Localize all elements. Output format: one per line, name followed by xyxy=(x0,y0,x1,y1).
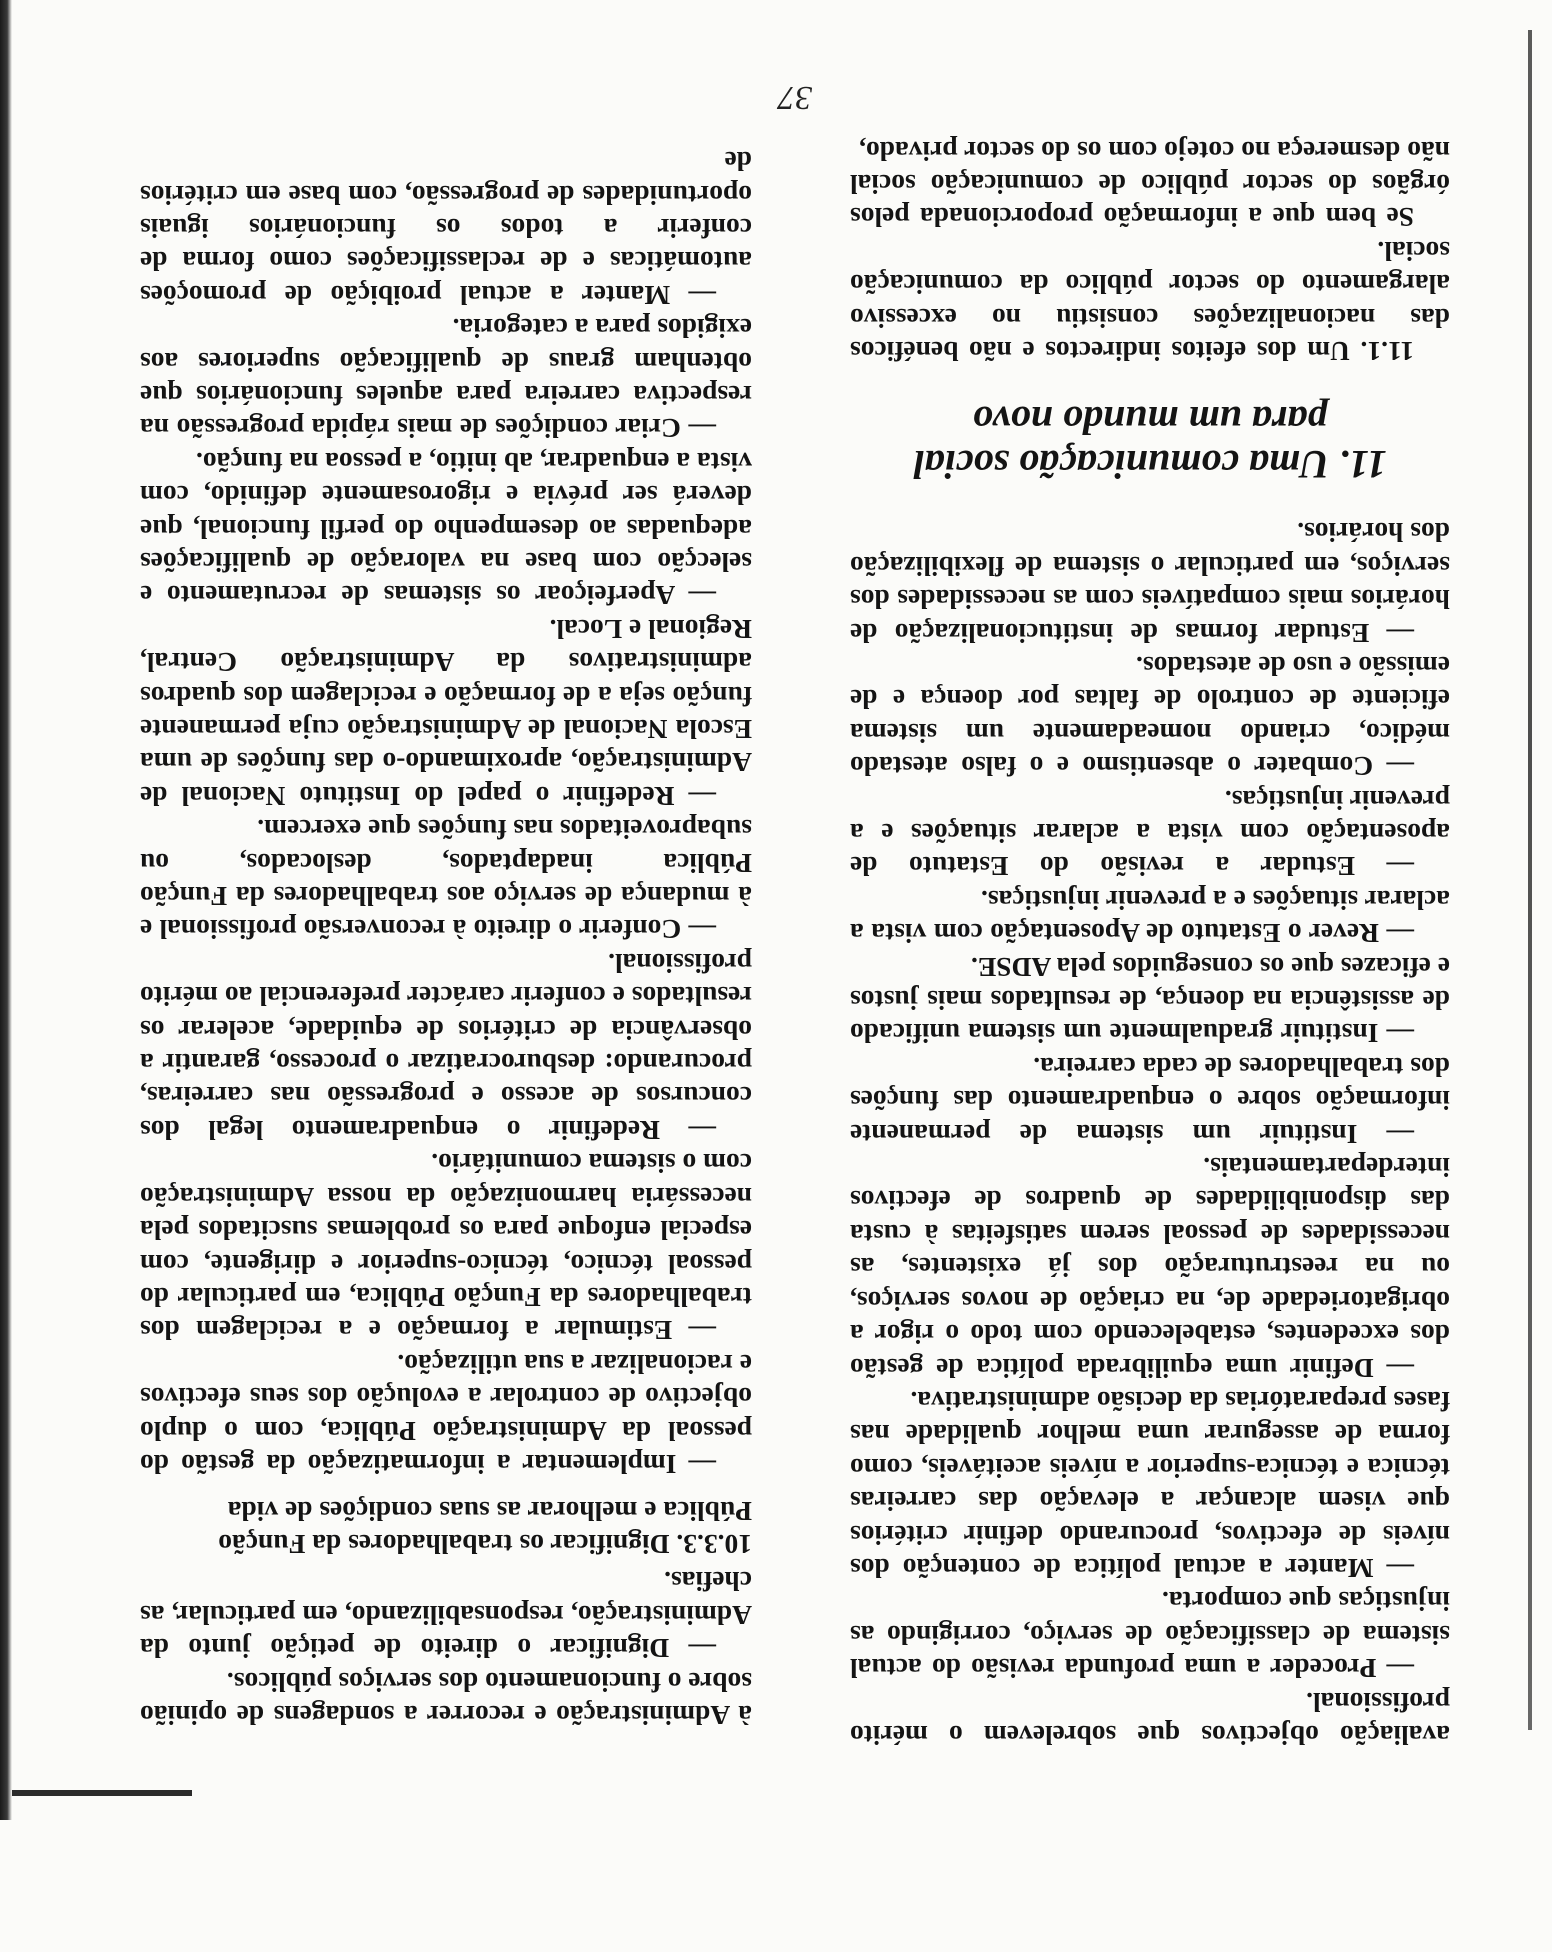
paragraph: — Estudar formas de institucionalização de horários mais compatíveis com as necessidades dos serviços, em particular o sistema de flexibilização dos horários. xyxy=(850,517,1450,649)
paragraph: à Administração e recorrer a sondagens de opinião sobre o funcionamento dos serviços públicos. xyxy=(140,1666,752,1731)
section-title xyxy=(850,398,1450,486)
paragraph: — Redefinir o enquadramento legal dos concursos de acesso e progressão nas carreiras, procurando: desburocratizar o processo, garantir a observância de critérios de equidade, acelerar os resultados e conferir carácter preferencial ao mérito profissional. xyxy=(140,947,752,1146)
paragraph: — Definir uma equilibrada política de gestão dos excedentes, estabelecendo com todo o rigor a obrigatoriedade de, na criação de novos serviços, ou na reestruturação dos já existentes, as necessidades de pessoal serem satisfeitas à custa das disponibilidades de quadros de efectivos interdepartamentais. xyxy=(850,1152,1450,1384)
page-number: 37 xyxy=(778,79,812,116)
paragraph: — Manter a actual proibição de promoções automáticas e de reclassificações como forma de conferir a todos os funcionários iguais oportunidades de progressão, com base em critérios de xyxy=(140,146,752,311)
right-column xyxy=(140,145,752,1732)
paragraph: — Aperfeiçoar os sistemas de recrutamento e selecção com base na valoração de qualificações adequadas ao desempenho do perfil funcional, que deverá ser prévia e rigorosamente definido, com vista a enquadrar, ab initio, a pessoa na função. xyxy=(140,446,752,612)
paragraph: — Proceder a uma profunda revisão do actual sistema de classificação de serviço, corrigindo as injustiças que comporta. xyxy=(850,1586,1450,1685)
paragraph: — Rever o Estatuto de Aposentação com vista a aclarar situações e a prevenir injustiças. xyxy=(850,884,1450,950)
paragraph: avaliação objectivos que sobrelevem o mérito profissional. xyxy=(850,1686,1450,1751)
left-column xyxy=(850,134,1450,1752)
paragraph: — Manter a actual política de contenção dos níveis de efectivos, procurando definir critérios que visem alcançar a elevação das carreiras técnica e técnica-superior a níveis aceitáveis, como forma de assegurar uma melhor qualidade nas fases preparatórias da decisão administrativa. xyxy=(850,1385,1450,1584)
section-title-line-1: 11. Uma comunicação social xyxy=(913,441,1387,487)
subsection-heading: 10.3.3. Dignificar os trabalhadores da Função Pública e melhorar as suas condições de vida xyxy=(218,1495,752,1560)
paragraph: — Instituir gradualmente um sistema unificado de assistência na doença, de resultados mais justos e eficazes que os conseguidos pela ADSE. xyxy=(850,951,1450,1050)
paragraph: — Instituir um sistema de permanente informação sobre o enquadramento das funções dos trabalhadores de cada carreira. xyxy=(850,1051,1450,1150)
paragraph: — Criar condições de mais rápida progressão na respectiva carreira para aqueles funcionários que obtenham graus de qualificação superiores aos exigidos para a categoria. xyxy=(140,313,752,445)
paragraph: — Combater o absentismo e o falso atestado médico, criando nomeadamente um sistema eficiente de controlo de faltas por doença e de emissão e uso de atestados. xyxy=(850,651,1450,783)
paragraph: — Estimular a formação e a reciclagem dos trabalhadores da Função Pública, em particular do pessoal técnico, técnico-superior e dirigente, com especial enfoque para os problemas suscitados pela necessária harmonização da nossa Administração com o sistema comunitário. xyxy=(140,1148,752,1347)
paragraph: — Implementar a informatização da gestão do pessoal da Administração Pública, com o duplo objectivo de controlar a evolução dos seus efectivos e racionalizar a sua utilização. xyxy=(140,1348,752,1480)
paragraph: — Estudar a revisão do Estatuto de aposentação com vista a aclarar situações e a prevenir injustiças. xyxy=(850,784,1450,883)
paragraph: Se bem que a informação proporcionada pelos órgãos do sector público de comunicação social não desmereça no cotejo com os do sector privado, xyxy=(850,135,1450,234)
paragraph: 11.1. Um dos efeitos indirectos e não benéficos das nacionalizações consistiu no excessivo alargamento do sector público da comunicação social. xyxy=(850,235,1450,367)
paragraph: — Redefinir o papel do Instituto Nacional de Administração, aproximando-o das funções de uma Escola Nacional de Administração cuja permanente função seja a de formação e reciclagem dos quadros administrativos da Administração Central, Regional e Local. xyxy=(140,613,752,812)
paragraph: — Conferir o direito à reconversão profissional e à mudança de serviço aos trabalhadores da Função Pública inadaptados, deslocados, ou subaproveitados nas funções que exercem. xyxy=(140,814,752,946)
section-title-line-2: para um mundo novo xyxy=(972,397,1328,443)
paragraph: — Dignificar o direito de petição junto da Administração, responsabilizando, em particular, as chefias. xyxy=(140,1566,752,1665)
